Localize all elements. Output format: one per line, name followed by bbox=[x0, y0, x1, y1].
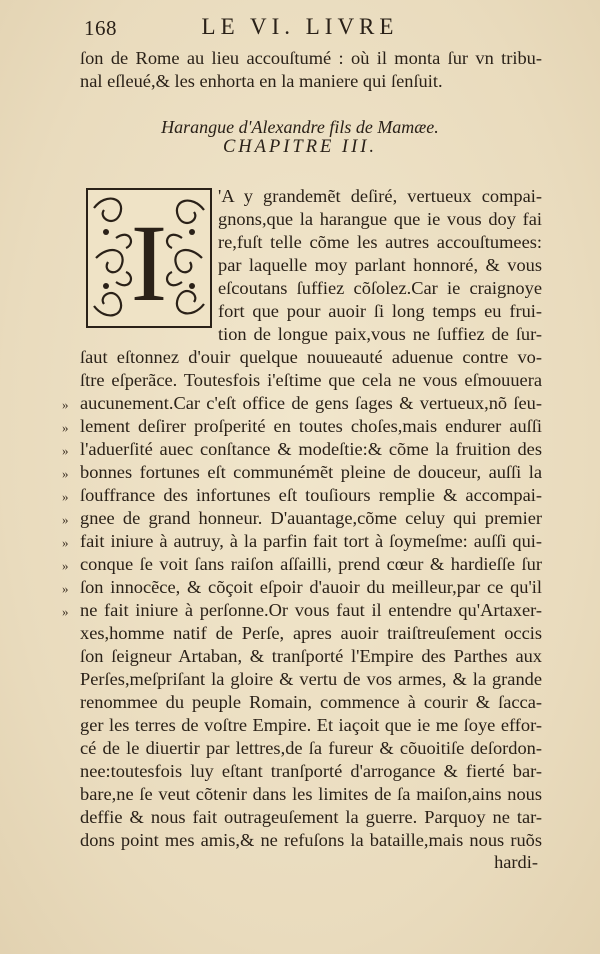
body-line: fort que pour auoir ſi long temps eu frui- bbox=[218, 301, 542, 321]
body-line: ſon ſeigneur Artaban, & tranſporté l'Empire des Parthes aux bbox=[80, 646, 542, 666]
body-line: ſaut eſtonnez d'ouir quelque nouueauté aduenue contre vo- bbox=[80, 347, 542, 367]
margin-quote-mark: » bbox=[62, 420, 69, 435]
body-line: deffie & nous fait outrageuſement la guerre. Parquoy ne tar- bbox=[80, 807, 542, 827]
margin-quote-mark: » bbox=[62, 466, 69, 481]
body-line: 'A y grandemẽt deſiré, vertueux compai- bbox=[218, 186, 542, 206]
body-line: renommee du peuple Romain, commence à courir & ſacca- bbox=[80, 692, 542, 712]
margin-quote-mark: » bbox=[62, 397, 69, 412]
margin-quote-mark: » bbox=[62, 489, 69, 504]
margin-quote-mark: » bbox=[62, 581, 69, 596]
chapter-title: Harangue d'Alexandre fils de Mamæe. bbox=[161, 117, 439, 137]
body-line: ger les terres de voſtre Empire. Et iaçoit que ie me ſoye effor- bbox=[80, 715, 542, 735]
body-line: dons point mes amis,& ne refuſons la bataille,mais nous ruõs bbox=[80, 830, 542, 850]
margin-quote-mark: » bbox=[62, 604, 69, 619]
catchword: hardi- bbox=[494, 852, 538, 872]
body-line: bonnes fortunes eſt communémẽt pleine de douceur, auſſi la bbox=[80, 462, 542, 482]
margin-quote-mark: » bbox=[62, 512, 69, 527]
body-line: fait iniure à autruy, à la parfin fait tort à ſoymeſme: auſſi qui- bbox=[80, 531, 542, 551]
folio-number: 168 bbox=[84, 16, 117, 40]
ornamental-initial bbox=[86, 188, 212, 328]
initial-letter: I bbox=[130, 202, 168, 324]
body-line: l'aduerſité auec conſtance & modeſtie:& cõme la fruition des bbox=[80, 439, 542, 459]
body-line: conque ſe voit ſans raiſon aſſailli, prend cœur & hardieſſe ſur bbox=[80, 554, 542, 574]
body-line: eſcoutans ſuffiez cõſolez.Car ie craignoye bbox=[218, 278, 542, 298]
body-line: cé de le diuertir par lettres,de ſa fureur & cõuoitiſe deſordon- bbox=[80, 738, 542, 758]
body-line: aucunement.Car c'eſt office de gens ſages & vertueux,nõ ſeu- bbox=[80, 393, 542, 413]
opening-line: ſon de Rome au lieu accouſtumé : où il monta ſur vn tribu- bbox=[80, 48, 542, 68]
margin-quote-mark: » bbox=[62, 558, 69, 573]
body-line: par laquelle moy parlant honnoré, & vous bbox=[218, 255, 542, 275]
body-line: gnee de grand honneur. D'auantage,cõme celuy qui premier bbox=[80, 508, 542, 528]
opening-line: nal eſleué,& les enhorta en la maniere qui ſenſuit. bbox=[80, 71, 443, 91]
body-line: bare,ne ſe veut cõtenir dans les limites de ſa maiſon,ains nous bbox=[80, 784, 542, 804]
body-line: xes,homme natif de Perſe, apres auoir traiſtreuſement occis bbox=[80, 623, 542, 643]
body-line: re,fuſt telle cõme les autres accouſtumees: bbox=[218, 232, 542, 252]
body-line: nee:toutesfois luy eſtant tranſporté d'arrogance & fierté bar- bbox=[80, 761, 542, 781]
body-line: ne fait iniure à perſonne.Or vous faut il entendre qu'Artaxer- bbox=[80, 600, 542, 620]
body-line: ſon innocẽce, & cõçoit eſpoir d'auoir du meilleur,par ce qu'il bbox=[80, 577, 542, 597]
body-line: gnons,que la harangue que ie vous doy fai bbox=[218, 209, 542, 229]
body-line: Perſes,meſpriſant la gloire & vertu de vos armes, & la grande bbox=[80, 669, 542, 689]
chapter-number: CHAPITRE III. bbox=[222, 137, 378, 157]
margin-quote-mark: » bbox=[62, 535, 69, 550]
running-head: LE VI. LIVRE bbox=[201, 14, 399, 39]
body-line: ſtre eſperãce. Toutesfois i'eſtime que cela ne vous eſmouuera bbox=[80, 370, 542, 390]
body-line: lement deſirer proſperité en toutes choſes,mais endurer auſſi bbox=[80, 416, 542, 436]
margin-quote-mark: » bbox=[62, 443, 69, 458]
body-line: ſouffrance des infortunes eſt touſiours remplie & accompai- bbox=[80, 485, 542, 505]
body-line: tion de longue paix,vous ne ſuffiez de ſur- bbox=[218, 324, 542, 344]
